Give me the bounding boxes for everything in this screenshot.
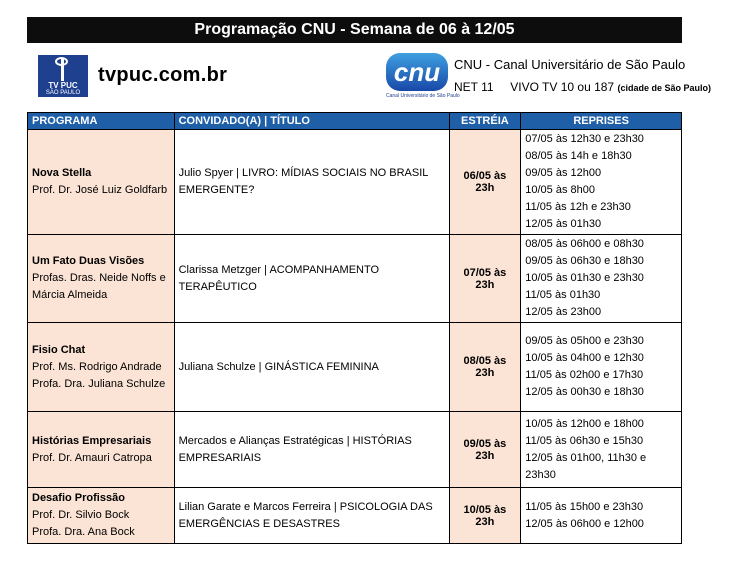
page-title: Programação CNU - Semana de 06 à 12/05 <box>27 17 682 43</box>
tvpuc-logo-line2: SÃO PAULO <box>45 90 81 96</box>
reprise-item: 10/05 às 01h30 e 23h30 <box>525 272 644 284</box>
reprise-item: 11/05 às 15h00 e 23h30 <box>525 500 644 513</box>
reprise-item: 08/05 às 14h e 18h30 <box>525 150 632 162</box>
cnu-channel-numbers <box>454 80 711 94</box>
column-header-convidado: CONVIDADO(A) | TÍTULO <box>174 113 449 130</box>
tvpuc-logo-line1: TV PUC <box>48 81 78 90</box>
program-cell <box>28 412 175 488</box>
program-cell <box>28 235 175 323</box>
column-header-programa: PROGRAMA <box>28 113 175 130</box>
guest-title-cell: Juliana Schulze | GINÁSTICA FEMININA <box>174 323 449 412</box>
cnu-logo-tagline: Canal Universitário de São Paulo <box>386 93 460 99</box>
program-name: Nova Stella <box>32 167 92 179</box>
site-url: tvpuc.com.br <box>98 64 228 86</box>
program-name: Desafio Profissão <box>32 492 125 504</box>
table-row <box>28 235 682 323</box>
program-host: Prof. Dr. Amauri Catropa <box>32 451 152 464</box>
cnu-net: NET 11 <box>454 80 494 94</box>
program-host: Prof. Ms. Rodrigo Andrade <box>32 360 162 373</box>
reprise-item: 09/05 às 12h00 <box>525 167 602 179</box>
reprise-item: 12/05 às 23h00 <box>525 306 602 318</box>
cnu-logo <box>386 53 460 101</box>
reprise-item: 10/05 às 12h00 e 18h00 <box>525 417 644 430</box>
column-header-estreia: ESTRÉIA <box>449 113 521 130</box>
table-header-row <box>28 113 682 130</box>
guest-title-cell: Mercados e Alianças Estratégicas | HISTÓRIAS EMPRESARIAIS <box>174 412 449 488</box>
reprise-item: 10/05 às 8h00 <box>525 184 595 196</box>
tvpuc-logo <box>38 55 88 97</box>
reprise-item: 09/05 às 06h30 e 18h30 <box>525 255 644 267</box>
reprises-cell <box>521 235 682 323</box>
table-row <box>28 130 682 235</box>
estreia-cell: 08/05 às 23h <box>449 323 521 412</box>
reprise-item: 12/05 às 06h00 e 12h00 <box>525 517 644 530</box>
program-cell <box>28 488 175 544</box>
program-host: Profa. Dra. Juliana Schulze <box>32 377 166 390</box>
estreia-cell: 10/05 às 23h <box>449 488 521 544</box>
reprise-item: 12/05 às 01h00, 11h30 e 23h30 <box>525 451 647 481</box>
reprises-cell <box>521 323 682 412</box>
guest-title-cell: Lilian Garate e Marcos Ferreira | PSICOLOGIA DAS EMERGÊNCIAS E DESASTRES <box>174 488 449 544</box>
cnu-city: (cidade de São Paulo) <box>617 83 711 93</box>
reprise-item: 11/05 às 01h30 <box>525 289 601 301</box>
reprises-cell <box>521 412 682 488</box>
schedule-table <box>27 112 682 544</box>
program-cell <box>28 323 175 412</box>
antenna-ring-icon <box>55 57 68 66</box>
estreia-cell: 07/05 às 23h <box>449 235 521 323</box>
reprise-item: 12/05 às 01h30 <box>525 218 602 230</box>
guest-title-cell: Clarissa Metzger | ACOMPANHAMENTO TERAPÊUTICO <box>174 235 449 323</box>
table-row <box>28 323 682 412</box>
reprise-item: 12/05 às 00h30 e 18h30 <box>525 386 644 398</box>
program-host: Márcia Almeida <box>32 289 108 301</box>
estreia-cell: 06/05 às 23h <box>449 130 521 235</box>
reprise-item: 08/05 às 06h00 e 08h30 <box>525 238 644 250</box>
reprise-item: 11/05 às 02h00 e 17h30 <box>525 369 644 381</box>
column-header-reprises: REPRISES <box>521 113 682 130</box>
estreia-cell: 09/05 às 23h <box>449 412 521 488</box>
cnu-vivo: VIVO TV 10 ou 187 <box>510 80 615 94</box>
reprise-item: 10/05 às 04h00 e 12h30 <box>525 352 644 364</box>
guest-title-cell: Julio Spyer | LIVRO: MÍDIAS SOCIAIS NO BRASIL EMERGENTE? <box>174 130 449 235</box>
reprises-cell <box>521 130 682 235</box>
reprise-item: 11/05 às 12h e 23h30 <box>525 201 631 213</box>
cnu-logo-word: cnu <box>386 53 448 91</box>
program-host: Profa. Dra. Ana Bock <box>32 526 135 538</box>
reprises-cell <box>521 488 682 544</box>
program-host: Prof. Dr. Silvio Bock <box>32 509 130 521</box>
program-name: Um Fato Duas Visões <box>32 255 145 267</box>
program-name: Fisio Chat <box>32 343 86 356</box>
table-row <box>28 488 682 544</box>
program-cell <box>28 130 175 235</box>
reprise-item: 09/05 às 05h00 e 23h30 <box>525 335 644 347</box>
reprise-item: 07/05 às 12h30 e 23h30 <box>525 133 644 145</box>
program-host: Profas. Dras. Neide Noffs e <box>32 272 166 284</box>
program-name: Histórias Empresariais <box>32 434 152 447</box>
cnu-channel-name: CNU - Canal Universitário de São Paulo <box>454 57 686 72</box>
program-host: Prof. Dr. José Luiz Goldfarb <box>32 184 168 196</box>
table-row <box>28 412 682 488</box>
reprise-item: 11/05 às 06h30 e 15h30 <box>525 434 644 447</box>
